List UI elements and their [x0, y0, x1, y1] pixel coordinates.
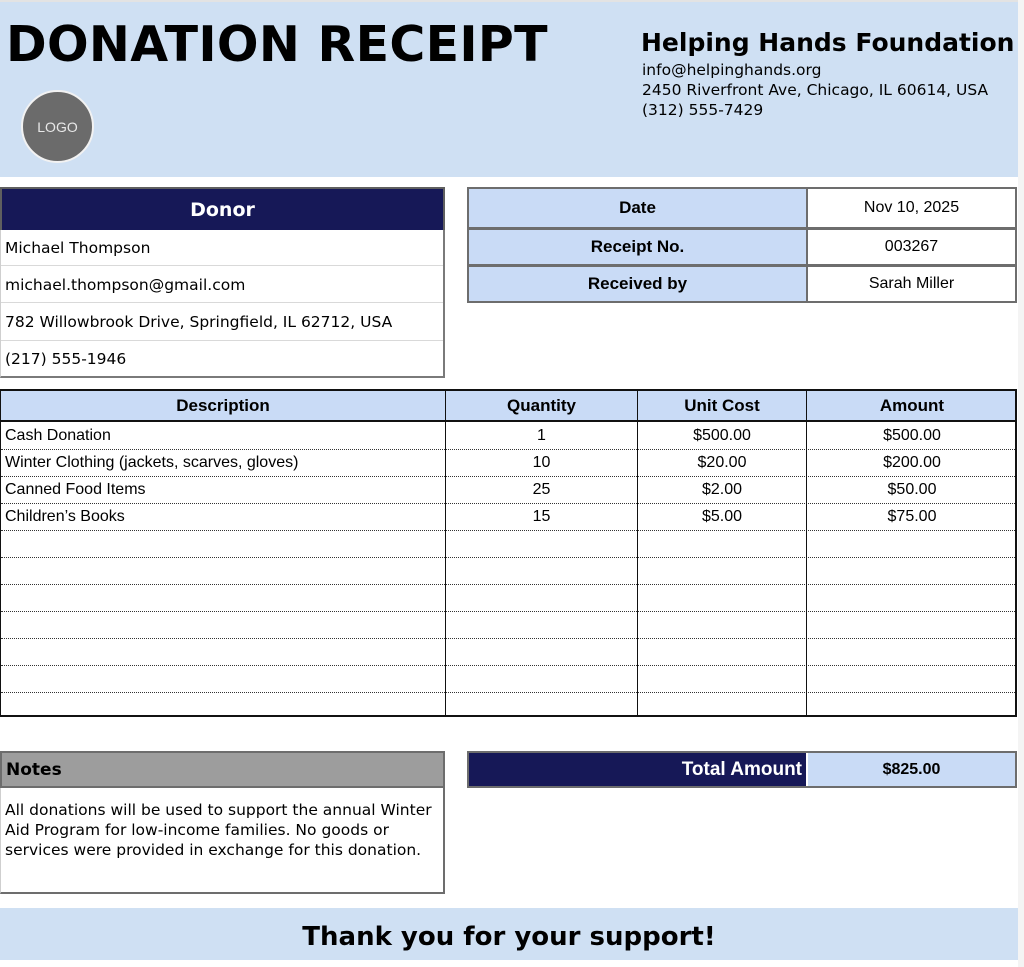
- item-quantity: 15: [532, 508, 551, 525]
- thank-you-footer: Thank you for your support!: [0, 908, 1018, 960]
- received-by-value: Sarah Miller: [808, 267, 1015, 301]
- item-quantity: 1: [537, 427, 546, 444]
- donor-phone: (217) 555-1946: [5, 350, 127, 368]
- empty-row: [1, 530, 1015, 558]
- item-unit-cost: $5.00: [701, 508, 743, 525]
- item-unit-cost: $20.00: [697, 454, 747, 471]
- item-amount: $50.00: [887, 481, 937, 498]
- item-unit-cost: $2.00: [701, 481, 743, 498]
- column-divider: [445, 391, 446, 715]
- item-amount: $500.00: [883, 427, 941, 444]
- donor-name: Michael Thompson: [5, 239, 151, 257]
- table-row: [1, 422, 1015, 450]
- table-row: [1, 476, 1015, 504]
- donor-address: 782 Willowbrook Drive, Springfield, IL 62712, USA: [5, 313, 393, 331]
- empty-row: [1, 611, 1015, 639]
- divider: [1, 265, 443, 266]
- notes-text: All donations will be used to support the annual Winter Aid Program for low-income families. No goods or services were provided in exchange for this donation.: [0, 788, 445, 894]
- column-description: Description: [176, 395, 270, 415]
- item-quantity: 25: [532, 481, 551, 498]
- date-value: Nov 10, 2025: [808, 189, 1015, 227]
- item-description: Cash Donation: [5, 427, 111, 444]
- donor-heading: Donor: [0, 187, 445, 230]
- organization-address: 2450 Riverfront Ave, Chicago, IL 60614, USA: [642, 81, 989, 99]
- item-description: Winter Clothing (jackets, scarves, gloves): [5, 454, 299, 471]
- logo-placeholder: LOGO: [21, 90, 94, 163]
- column-divider: [637, 391, 638, 715]
- table-row: [1, 503, 1015, 531]
- item-quantity: 10: [532, 454, 551, 471]
- notes-heading: Notes: [0, 751, 445, 788]
- total-amount-value: $825.00: [808, 753, 1015, 786]
- organization-email: info@helpinghands.org: [642, 61, 822, 79]
- page-edge: [1018, 0, 1024, 967]
- column-unit-cost: Unit Cost: [684, 395, 760, 415]
- date-label: Date: [469, 189, 808, 227]
- table-row: [1, 449, 1015, 477]
- organization-name: Helping Hands Foundation: [641, 28, 1015, 57]
- empty-row: [1, 557, 1015, 585]
- item-unit-cost: $500.00: [693, 427, 751, 444]
- donor-email: michael.thompson@gmail.com: [5, 276, 246, 294]
- table-header: [1, 391, 1015, 422]
- empty-row: [1, 584, 1015, 612]
- donor-details: [0, 230, 445, 378]
- item-amount: $200.00: [883, 454, 941, 471]
- column-quantity: Quantity: [507, 395, 576, 415]
- empty-row: [1, 665, 1015, 693]
- column-divider: [806, 391, 807, 715]
- total-amount-label: Total Amount: [469, 753, 806, 786]
- total-box: [467, 751, 1017, 788]
- empty-row: [1, 638, 1015, 666]
- received-by-label: Received by: [469, 267, 808, 301]
- receipt-info-table: [467, 187, 1017, 303]
- item-amount: $75.00: [887, 508, 937, 525]
- page-title: DONATION RECEIPT: [6, 16, 548, 73]
- receipt-number-label: Receipt No.: [469, 230, 808, 264]
- donation-items-table: [0, 389, 1017, 717]
- item-description: Children’s Books: [5, 508, 125, 525]
- organization-phone: (312) 555-7429: [642, 101, 764, 119]
- item-description: Canned Food Items: [5, 481, 146, 498]
- divider: [1, 302, 443, 303]
- divider: [1, 340, 443, 341]
- receipt-number-value: 003267: [808, 230, 1015, 264]
- column-amount: Amount: [879, 395, 945, 415]
